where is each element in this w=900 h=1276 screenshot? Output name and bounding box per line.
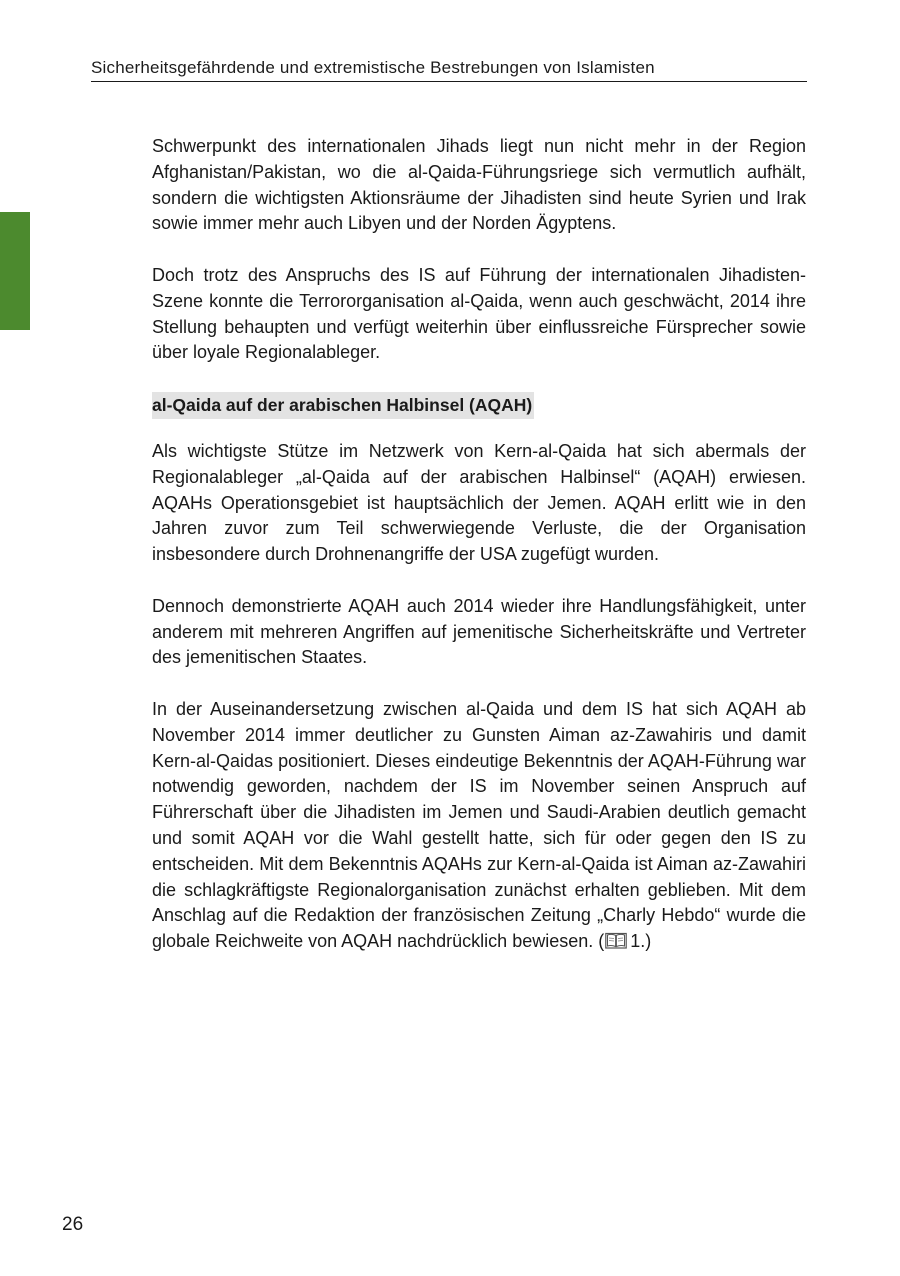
paragraph-1: Schwerpunkt des internationalen Jihads liegt nun nicht mehr in der Region Afghanistan/Pakistan, wo die al-Qaida-Führungsriege sich vermutlich aufhält, sondern die wichtigsten Aktionsräume der Jihadisten sind heute Syrien und Irak sowie immer mehr auch Libyen und der Norden Ägyptens. — [152, 136, 806, 234]
reference-number: 1.) — [630, 931, 652, 952]
paragraph-5-text: In der Auseinandersetzung zwischen al-Qaida und dem IS hat sich AQAH ab November 2014 immer deutlicher zu Gunsten Aiman az-Zawahiris und damit Kern-al-Qaidas positioniert. Dieses eindeutige Bekenntnis der AQAH-Führung war notwendig geworden, nachdem der IS im November seinen Anspruch auf Führerschaft über die Jihadisten im Jemen und Saudi-Arabien deutlich gemacht und somit AQAH vor die Wahl gestellt hatte, sich für oder gegen den IS zu entscheiden. Mit dem Bekenntnis AQAHs zur Kern-al-Qaida ist Aiman az-Zawahiri die schlagkräftigste Regionalorganisation zunächst erhalten geblieben. Mit dem Anschlag auf die Redaktion der französischen Zeitung „Charly Hebdo“ wurde die globale Reichweite von AQAH nachdrücklich bewiesen. ( — [152, 698, 806, 952]
paragraph-4: Dennoch demonstrierte AQAH auch 2014 wieder ihre Handlungsfähigkeit, unter anderem mit mehreren Angriffen auf jemenitische Sicherheitskräfte und Vertreter des jemenitischen Staates. — [152, 595, 806, 668]
paragraph-3: Als wichtigste Stütze im Netzwerk von Kern-al-Qaida hat sich abermals der Regionalableger „al-Qaida auf der arabischen Halbinsel“ (AQAH) erwiesen. AQAHs Operationsgebiet ist hauptsächlich der Jemen. AQAH erlitt wie in den Jahren zuvor zum Teil schwerwiegende Verluste, die der Organisation insbesondere durch Drohnenangriffe der USA zugefügt wurden. — [152, 440, 806, 565]
section-heading: al-Qaida auf der arabischen Halbinsel (AQAH) — [152, 392, 534, 419]
paragraph-5 — [152, 697, 806, 957]
paragraph-2: Doch trotz des Anspruchs des IS auf Führung der internationalen Jihadisten-Szene konnte die Terrororganisation al-Qaida, wenn auch geschwächt, 2014 ihre Stellung behaupten und verfügt weiterhin über einflussreiche Fürsprecher sowie über loyale Regionalableger. — [152, 264, 806, 363]
open-book-icon — [605, 931, 627, 957]
section-heading-wrapper — [152, 392, 806, 439]
page-content — [152, 134, 806, 983]
chapter-color-tab — [0, 212, 30, 330]
running-header: Sicherheitsgefährdende und extremistische Bestrebungen von Islamisten — [91, 58, 807, 82]
page-number: 26 — [62, 1214, 84, 1235]
